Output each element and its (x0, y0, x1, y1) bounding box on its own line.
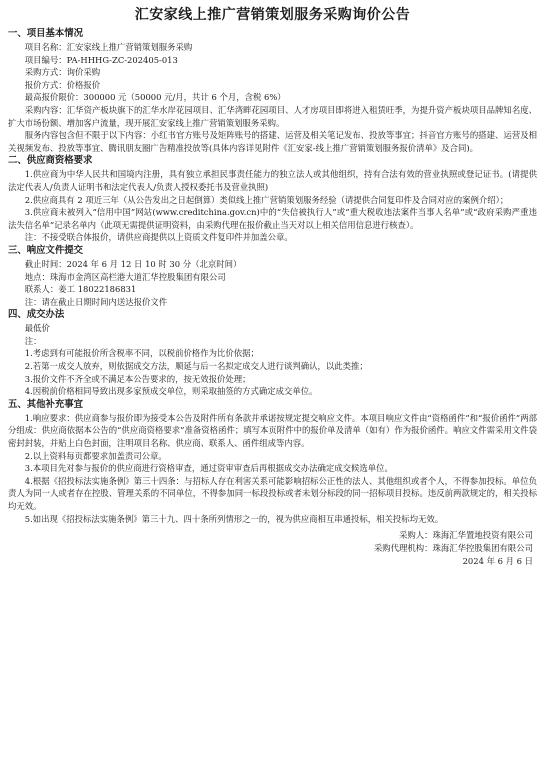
project-number: 项目编号：PA-HHHG-ZC-202405-013 (24, 54, 178, 65)
award-item: 4.因税前价格相同导致出现多家预成交单位，则采取抽签的方式确定成交单位。 (24, 386, 318, 397)
award-item: 2.若第一成交人放弃，则依据成交方法，顺延与后一名拟定成交人进行谈判确认，以此类推； (24, 361, 368, 372)
section-submission (8, 245, 537, 308)
section-supplementary (8, 399, 537, 525)
requirement-item: 2.供应商具有 2 项近三年（从公告发出之日起倒算）类似线上推广营销策划服务经验（请提供合同复印件及合同对应的案例介绍）； (24, 194, 509, 205)
supplementary-item: 4.根据《招投标法实施条例》第三十四条：与招标人存在利害关系可能影响招标公正性的法人、其他组织或者个人，不得参加投标。单位负责人为同一人或者存在控股、管理关系的不同单位，不得参加同一标段投标或者未划分标段的同一招标项目投标。违反前两款规定的，相关投标均无效。 (8, 475, 537, 511)
announcement-date: 2024 年 6 月 6 日 (462, 556, 533, 567)
service-scope: 服务内容包含但不限于以下内容：小红书官方账号及矩阵账号的搭建、运营及相关笔记发布、投放等事宜；抖音官方账号的搭建、运营及相关视频发布、投放等事宜、腾讯朋友圈广告精准投放等(具体内容详见附件《汇安家-线上推广营销策划服务报价清单》及合同)。 (8, 130, 537, 153)
requirement-note: 注：不接受联合体报价，请供应商提供以上资质文件复印件并加盖公章。 (24, 232, 293, 243)
section-heading: 一、项目基本情况 (8, 28, 84, 39)
procurement-method: 采购方式：询价采购 (24, 67, 101, 78)
quote-method: 报价方式：价格报价 (24, 79, 101, 90)
supplementary-item: 5.如出现《招投标法实施条例》第三十九、四十条所列情形之一的，视为供应商相互串通投标，相关投标均无效。 (24, 513, 444, 524)
contact-person: 联系人：姜工 18022186831 (24, 284, 137, 295)
section-supplier-requirements (8, 155, 537, 244)
award-method: 最低价 (24, 323, 50, 334)
section-basic-info (8, 28, 537, 154)
award-note-label: 注： (24, 335, 42, 346)
procurement-agent: 采购代理机构：珠海汇华控股集团有限公司 (373, 543, 533, 554)
project-name: 项目名称：汇安家线上推广营销策划服务采购 (24, 42, 193, 52)
supplementary-item: 3.本项目先对参与报价的供应商进行资格审查，通过资审审查后再根据成交办法确定成交候选单位。 (24, 463, 393, 474)
submission-address: 地点：珠海市金湾区高栏港大道汇华控股集团有限公司 (24, 271, 226, 282)
supplementary-item: 2.以上资料每页都要求加盖责司公章。 (24, 450, 167, 461)
section-heading: 三、响应文件提交 (8, 244, 84, 256)
section-award-method (8, 309, 537, 398)
submission-deadline: 截止时间：2024 年 6 月 12 日 10 时 30 分（北京时间） (24, 258, 242, 269)
page-title: 汇安家线上推广营销策划服务采购询价公告 (134, 7, 411, 23)
signature-block (8, 529, 537, 568)
requirement-item: 3.供应商未被列入“信用中国”网站(www.creditchina.gov.cn)中的“失信被执行人”或“重大税收违法案件当事人名单”或“政府采购严重违法失信名单”记录名单内（此项无需提供证明资料，由采购代理在报价截止当天对以上相关信用信息进行核查）。 (8, 207, 537, 230)
max-price: 最高报价限价：300000 元（50000 元/月，共计 6 个月，含税 6%） (24, 92, 286, 103)
supplementary-item: 1.响应要求：供应商参与报价即为接受本公告及附件所有条款并承诺按规定提交响应文件。本项目响应文件由“资格函件”和“报价函件”两部分组成：供应商依据本公告的“供应商资格要求”准备资格函件；填写本页附件中的报价单及清单（如有）作为报价函件。响应文件需采用文件袋密封封装，并贴上白色封面，注明项目名称、供应商、联系人、函件组成等内容。 (8, 412, 537, 449)
section-heading: 五、其他补充事宜 (8, 398, 84, 410)
submission-note: 注：请在截止日期时间内送达报价文件 (24, 296, 168, 307)
award-item: 3.报价文件不齐全或不满足本公告要求的，按无效报价处理； (24, 373, 251, 384)
section-heading: 四、成交办法 (8, 309, 65, 321)
award-item: 1.考虑到有可能报价所含税率不同，以税前价格作为比价依据； (24, 348, 259, 359)
section-heading: 二、供应商资格要求 (8, 155, 93, 167)
requirement-item: 1.供应商为中华人民共和国境内注册，具有独立承担民事责任能力的独立法人或其他组织，持有合法有效的营业执照或登记证书。(请提供法定代表人/负责人证明书和法定代表人/负责人授权委托书及营业执照) (8, 169, 537, 192)
procurement-content: 采购内容：汇华资产板块旗下的汇华水岸花园项目、汇华湾畔花园项目、人才房项目即将进入租赁旺季，为提升资产板块项目品牌知名度、扩大市场份额、增加客户流量，现开展汇安家线上推广营销策划服务采购。 (8, 104, 537, 128)
purchaser: 采购人：珠海汇华置地投资有限公司 (399, 530, 533, 541)
